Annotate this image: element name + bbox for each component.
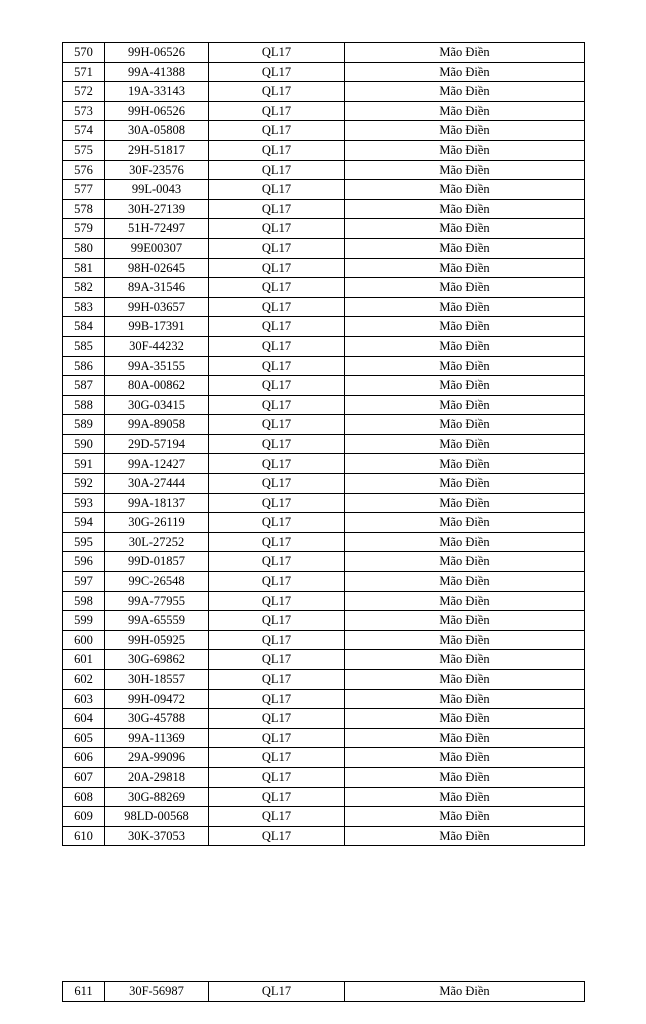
cell-route: QL17 [209, 219, 345, 239]
cell-plate: 98LD-00568 [105, 807, 209, 827]
cell-plate: 29A-99096 [105, 748, 209, 768]
cell-no: 595 [63, 532, 105, 552]
cell-plate: 99C-26548 [105, 572, 209, 592]
table-row [63, 238, 585, 258]
cell-no: 596 [63, 552, 105, 572]
cell-no: 590 [63, 434, 105, 454]
table-row [63, 415, 585, 435]
cell-route: QL17 [209, 709, 345, 729]
violation-table-container [62, 42, 584, 846]
cell-route: QL17 [209, 591, 345, 611]
cell-route: QL17 [209, 513, 345, 533]
table-row [63, 336, 585, 356]
cell-plate: 99A-12427 [105, 454, 209, 474]
cell-no: 593 [63, 493, 105, 513]
table-row [63, 434, 585, 454]
cell-place: Mão Điền [345, 982, 585, 1002]
cell-route: QL17 [209, 43, 345, 63]
cell-plate: 89A-31546 [105, 278, 209, 298]
table-row [63, 982, 585, 1002]
cell-place: Mão Điền [345, 728, 585, 748]
cell-place: Mão Điền [345, 611, 585, 631]
cell-route: QL17 [209, 278, 345, 298]
cell-no: 575 [63, 140, 105, 160]
table-row [63, 140, 585, 160]
table-row [63, 572, 585, 592]
table-row [63, 454, 585, 474]
cell-plate: 99A-18137 [105, 493, 209, 513]
cell-no: 591 [63, 454, 105, 474]
cell-place: Mão Điền [345, 748, 585, 768]
table-row [63, 650, 585, 670]
cell-plate: 99A-41388 [105, 62, 209, 82]
cell-place: Mão Điền [345, 121, 585, 141]
cell-no: 585 [63, 336, 105, 356]
cell-route: QL17 [209, 807, 345, 827]
cell-place: Mão Điền [345, 532, 585, 552]
table-row [63, 591, 585, 611]
cell-place: Mão Điền [345, 43, 585, 63]
table-row [63, 474, 585, 494]
cell-route: QL17 [209, 101, 345, 121]
cell-route: QL17 [209, 454, 345, 474]
cell-plate: 99B-17391 [105, 317, 209, 337]
cell-no: 610 [63, 826, 105, 846]
cell-place: Mão Điền [345, 454, 585, 474]
table-row [63, 787, 585, 807]
cell-no: 609 [63, 807, 105, 827]
cell-plate: 51H-72497 [105, 219, 209, 239]
cell-place: Mão Điền [345, 62, 585, 82]
cell-plate: 30H-18557 [105, 670, 209, 690]
table-row [63, 317, 585, 337]
cell-route: QL17 [209, 493, 345, 513]
cell-no: 570 [63, 43, 105, 63]
cell-route: QL17 [209, 140, 345, 160]
table-row [63, 376, 585, 396]
cell-route: QL17 [209, 572, 345, 592]
cell-plate: 30G-69862 [105, 650, 209, 670]
cell-no: 608 [63, 787, 105, 807]
cell-plate: 99L-0043 [105, 180, 209, 200]
cell-plate: 30F-44232 [105, 336, 209, 356]
cell-plate: 30K-37053 [105, 826, 209, 846]
cell-route: QL17 [209, 160, 345, 180]
cell-place: Mão Điền [345, 767, 585, 787]
cell-plate: 30G-03415 [105, 395, 209, 415]
cell-route: QL17 [209, 767, 345, 787]
table-row [63, 82, 585, 102]
table-row [63, 611, 585, 631]
table-row [63, 62, 585, 82]
cell-place: Mão Điền [345, 670, 585, 690]
table-row [63, 689, 585, 709]
cell-plate: 30A-05808 [105, 121, 209, 141]
cell-route: QL17 [209, 982, 345, 1002]
cell-route: QL17 [209, 415, 345, 435]
cell-no: 588 [63, 395, 105, 415]
cell-plate: 29H-51817 [105, 140, 209, 160]
cell-place: Mão Điền [345, 180, 585, 200]
cell-route: QL17 [209, 121, 345, 141]
cell-place: Mão Điền [345, 630, 585, 650]
violation-table-continued-body [63, 982, 585, 1002]
cell-route: QL17 [209, 650, 345, 670]
cell-no: 582 [63, 278, 105, 298]
cell-plate: 30F-23576 [105, 160, 209, 180]
cell-no: 578 [63, 199, 105, 219]
table-row [63, 670, 585, 690]
cell-place: Mão Điền [345, 434, 585, 454]
cell-plate: 99A-65559 [105, 611, 209, 631]
cell-plate: 99H-05925 [105, 630, 209, 650]
cell-no: 574 [63, 121, 105, 141]
cell-no: 605 [63, 728, 105, 748]
table-row [63, 160, 585, 180]
cell-plate: 99E00307 [105, 238, 209, 258]
cell-route: QL17 [209, 689, 345, 709]
cell-plate: 99A-11369 [105, 728, 209, 748]
cell-place: Mão Điền [345, 356, 585, 376]
table-row [63, 728, 585, 748]
cell-place: Mão Điền [345, 82, 585, 102]
table-row [63, 709, 585, 729]
table-row [63, 552, 585, 572]
cell-no: 583 [63, 297, 105, 317]
cell-place: Mão Điền [345, 258, 585, 278]
cell-no: 573 [63, 101, 105, 121]
cell-route: QL17 [209, 611, 345, 631]
cell-no: 577 [63, 180, 105, 200]
table-row [63, 493, 585, 513]
cell-place: Mão Điền [345, 474, 585, 494]
cell-route: QL17 [209, 376, 345, 396]
cell-place: Mão Điền [345, 650, 585, 670]
table-row [63, 748, 585, 768]
violation-table-body [63, 43, 585, 846]
cell-place: Mão Điền [345, 140, 585, 160]
table-row [63, 767, 585, 787]
cell-place: Mão Điền [345, 513, 585, 533]
cell-no: 601 [63, 650, 105, 670]
cell-place: Mão Điền [345, 297, 585, 317]
cell-place: Mão Điền [345, 101, 585, 121]
violation-table-continued-container [62, 981, 584, 1002]
cell-no: 572 [63, 82, 105, 102]
cell-plate: 99H-06526 [105, 101, 209, 121]
cell-no: 587 [63, 376, 105, 396]
cell-plate: 99H-09472 [105, 689, 209, 709]
cell-route: QL17 [209, 630, 345, 650]
cell-no: 571 [63, 62, 105, 82]
cell-route: QL17 [209, 728, 345, 748]
cell-no: 592 [63, 474, 105, 494]
cell-place: Mão Điền [345, 591, 585, 611]
cell-route: QL17 [209, 180, 345, 200]
cell-no: 600 [63, 630, 105, 650]
table-row [63, 807, 585, 827]
cell-no: 602 [63, 670, 105, 690]
cell-plate: 99H-06526 [105, 43, 209, 63]
table-row [63, 180, 585, 200]
cell-place: Mão Điền [345, 199, 585, 219]
table-row [63, 278, 585, 298]
cell-route: QL17 [209, 199, 345, 219]
table-row [63, 395, 585, 415]
cell-route: QL17 [209, 356, 345, 376]
cell-route: QL17 [209, 62, 345, 82]
cell-route: QL17 [209, 238, 345, 258]
cell-plate: 30G-88269 [105, 787, 209, 807]
cell-plate: 98H-02645 [105, 258, 209, 278]
violation-table [62, 42, 585, 846]
cell-no: 607 [63, 767, 105, 787]
cell-route: QL17 [209, 434, 345, 454]
cell-route: QL17 [209, 297, 345, 317]
table-row [63, 121, 585, 141]
cell-place: Mão Điền [345, 317, 585, 337]
cell-route: QL17 [209, 395, 345, 415]
cell-place: Mão Điền [345, 395, 585, 415]
cell-route: QL17 [209, 670, 345, 690]
cell-place: Mão Điền [345, 689, 585, 709]
cell-plate: 99H-03657 [105, 297, 209, 317]
cell-place: Mão Điền [345, 376, 585, 396]
cell-route: QL17 [209, 258, 345, 278]
cell-plate: 30A-27444 [105, 474, 209, 494]
table-row [63, 826, 585, 846]
table-row [63, 532, 585, 552]
cell-no: 603 [63, 689, 105, 709]
cell-no: 594 [63, 513, 105, 533]
cell-place: Mão Điền [345, 493, 585, 513]
cell-plate: 80A-00862 [105, 376, 209, 396]
cell-place: Mão Điền [345, 415, 585, 435]
cell-place: Mão Điền [345, 219, 585, 239]
violation-table-continued [62, 981, 585, 1002]
cell-no: 598 [63, 591, 105, 611]
table-row [63, 101, 585, 121]
cell-place: Mão Điền [345, 552, 585, 572]
cell-no: 611 [63, 982, 105, 1002]
cell-route: QL17 [209, 82, 345, 102]
cell-plate: 30G-45788 [105, 709, 209, 729]
table-row [63, 356, 585, 376]
cell-no: 599 [63, 611, 105, 631]
cell-place: Mão Điền [345, 826, 585, 846]
cell-route: QL17 [209, 336, 345, 356]
cell-place: Mão Điền [345, 278, 585, 298]
cell-plate: 30G-26119 [105, 513, 209, 533]
cell-place: Mão Điền [345, 572, 585, 592]
cell-route: QL17 [209, 826, 345, 846]
cell-no: 589 [63, 415, 105, 435]
cell-plate: 19A-33143 [105, 82, 209, 102]
cell-place: Mão Điền [345, 787, 585, 807]
cell-plate: 99A-89058 [105, 415, 209, 435]
table-row [63, 297, 585, 317]
cell-plate: 99D-01857 [105, 552, 209, 572]
cell-plate: 29D-57194 [105, 434, 209, 454]
cell-no: 586 [63, 356, 105, 376]
cell-no: 606 [63, 748, 105, 768]
cell-plate: 99A-77955 [105, 591, 209, 611]
table-row [63, 219, 585, 239]
cell-route: QL17 [209, 748, 345, 768]
cell-place: Mão Điền [345, 238, 585, 258]
cell-route: QL17 [209, 787, 345, 807]
cell-no: 597 [63, 572, 105, 592]
table-row [63, 630, 585, 650]
cell-plate: 99A-35155 [105, 356, 209, 376]
cell-no: 576 [63, 160, 105, 180]
table-row [63, 513, 585, 533]
cell-route: QL17 [209, 317, 345, 337]
table-row [63, 258, 585, 278]
cell-route: QL17 [209, 474, 345, 494]
cell-route: QL17 [209, 532, 345, 552]
cell-plate: 20A-29818 [105, 767, 209, 787]
cell-place: Mão Điền [345, 336, 585, 356]
cell-no: 579 [63, 219, 105, 239]
cell-plate: 30F-56987 [105, 982, 209, 1002]
cell-plate: 30L-27252 [105, 532, 209, 552]
table-row [63, 199, 585, 219]
cell-plate: 30H-27139 [105, 199, 209, 219]
cell-route: QL17 [209, 552, 345, 572]
cell-place: Mão Điền [345, 160, 585, 180]
table-row [63, 43, 585, 63]
cell-no: 580 [63, 238, 105, 258]
cell-no: 604 [63, 709, 105, 729]
cell-no: 581 [63, 258, 105, 278]
cell-place: Mão Điền [345, 709, 585, 729]
cell-no: 584 [63, 317, 105, 337]
cell-place: Mão Điền [345, 807, 585, 827]
